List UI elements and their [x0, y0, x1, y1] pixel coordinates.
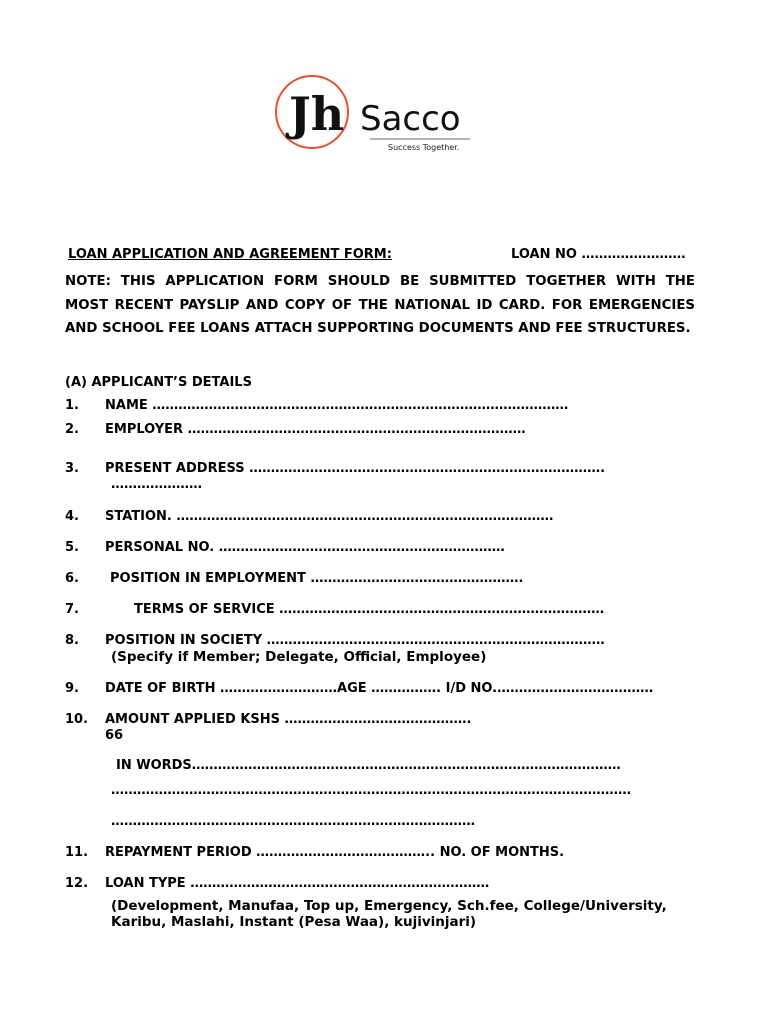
loan-type-options-line-2: Karibu, Maslahi, Instant (Pesa Waa), kujivinjari) [111, 914, 477, 930]
item-text: NAME …………………………………………………………………………………… [105, 398, 569, 413]
item-text: REPAYMENT PERIOD ………………………………….. NO. OF MONTHS. [105, 845, 565, 860]
section-title: (A) APPLICANT’S DETAILS [65, 375, 252, 390]
item-number: 3. [65, 461, 79, 476]
item-text: PRESENT ADDRESS ………………………………………………………………………. [105, 461, 606, 476]
item-text: AMOUNT APPLIED KSHS ……………………………………. [105, 712, 472, 727]
item-text: TERMS OF SERVICE ………………………………………………………………… [134, 602, 605, 617]
address-continuation: ………………… [111, 477, 202, 492]
in-words-label: IN WORDS……………………………………………………………………………………… [116, 758, 621, 773]
item-number: 5. [65, 540, 79, 555]
item-number: 1. [65, 398, 79, 413]
item-number: 4. [65, 509, 79, 524]
logo-graphic [272, 62, 492, 162]
item-text: EMPLOYER …………………………………………………………………… [105, 422, 526, 437]
submission-note: NOTE: THIS APPLICATION FORM SHOULD BE SUBMITTED TOGETHER WITH THE MOST RECENT PAYSLIP AND COPY OF THE NATIONAL ID CARD. FOR EMERGENCIES AND SCHOOL FEE LOANS ATTACH SUPPORTING DOCUMENTS AND FEE STRUCTURES. [65, 274, 695, 336]
in-words-line-3: ………………………………………………………………………… [111, 814, 475, 829]
logo-tagline: Success Together. [388, 143, 460, 152]
item-text: POSITION IN SOCIETY …………………………………………………………………… [105, 633, 605, 648]
society-specify-hint: (Specify if Member; Delegate, Official, Employee) [111, 649, 487, 665]
item-text: POSITION IN EMPLOYMENT …………………………………………. [110, 571, 524, 586]
amount-value: 66 [105, 728, 124, 743]
item-number: 11. [65, 845, 89, 860]
item-number: 10. [65, 712, 89, 727]
item-text: STATION. …………………………………………………………………………… [105, 509, 554, 524]
item-text: PERSONAL NO. ………………………………………………………… [105, 540, 505, 555]
sacco-logo [272, 62, 492, 162]
item-number: 2. [65, 422, 79, 437]
item-number: 9. [65, 681, 79, 696]
in-words-line-2: ………………………………………………………………………………………………………… [111, 783, 631, 798]
item-number: 7. [65, 602, 79, 617]
item-number: 6. [65, 571, 79, 586]
loan-type-options-line-1: (Development, Manufaa, Top up, Emergency, Sch.fee, College/University, [111, 898, 667, 914]
logo-brand-name: Sacco [360, 99, 461, 139]
item-number: 8. [65, 633, 79, 648]
loan-number-field: LOAN NO …………………… [511, 247, 686, 262]
logo-letters: Jh [289, 87, 345, 141]
item-text: DATE OF BIRTH ………………………AGE ……………. I/D NO.……………………………… [105, 681, 654, 696]
form-title: LOAN APPLICATION AND AGREEMENT FORM: [68, 247, 392, 262]
item-text: LOAN TYPE …………………………………………………………… [105, 876, 490, 891]
item-number: 12. [65, 876, 89, 891]
